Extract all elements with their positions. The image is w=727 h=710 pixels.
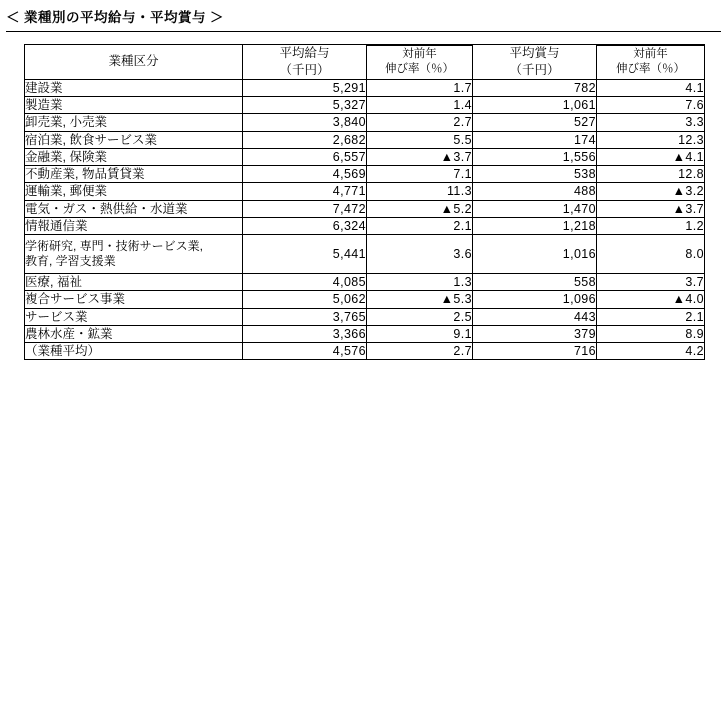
cell-avg-salary: 3,366 [243,325,367,342]
cell-salary-growth: ▲3.7 [367,148,473,165]
title-bracket-open: ＜ [6,10,20,25]
cell-category: 製造業 [25,97,243,114]
header-category: 業種区分 [25,45,243,80]
cell-avg-salary: 3,840 [243,114,367,131]
table-row [25,235,705,274]
cell-bonus-growth: ▲4.0 [597,291,705,308]
table-row [25,274,705,291]
cell-category: 電気・ガス・熱供給・水道業 [25,200,243,217]
cell-avg-bonus: 1,556 [473,148,597,165]
table-row [25,343,705,360]
cell-category: サービス業 [25,308,243,325]
table-row [25,114,705,131]
cell-salary-growth: 1.3 [367,274,473,291]
table-row [25,97,705,114]
table-row [25,325,705,342]
cell-bonus-growth: 7.6 [597,97,705,114]
title-bracket-close: ＞ [210,10,224,25]
table-row [25,79,705,96]
header-salary-growth: 対前年 伸び率（％） [367,46,473,80]
table-row [25,131,705,148]
table-row [25,166,705,183]
cell-avg-bonus: 174 [473,131,597,148]
cell-avg-salary: 6,324 [243,217,367,234]
cell-salary-growth: 9.1 [367,325,473,342]
cell-avg-bonus: 488 [473,183,597,200]
cell-avg-salary: 4,085 [243,274,367,291]
cell-bonus-growth: ▲3.7 [597,200,705,217]
cell-avg-salary: 3,765 [243,308,367,325]
table-row [25,308,705,325]
cell-avg-bonus: 443 [473,308,597,325]
title-divider [6,31,721,32]
cell-bonus-growth: 8.0 [597,235,705,274]
salary-bonus-table [24,44,705,360]
cell-salary-growth: 2.5 [367,308,473,325]
cell-category: 卸売業, 小売業 [25,114,243,131]
table-row [25,291,705,308]
cell-salary-growth: 1.7 [367,79,473,96]
cell-avg-salary: 5,441 [243,235,367,274]
cell-salary-growth: 5.5 [367,131,473,148]
header-avg-salary: 平均給与 （千円） [243,45,367,80]
cell-bonus-growth: 2.1 [597,308,705,325]
cell-category: 医療, 福祉 [25,274,243,291]
cell-avg-salary: 7,472 [243,200,367,217]
cell-bonus-growth: 4.2 [597,343,705,360]
cell-bonus-growth: 3.7 [597,274,705,291]
cell-bonus-growth: ▲4.1 [597,148,705,165]
cell-category: 情報通信業 [25,217,243,234]
cell-avg-bonus: 538 [473,166,597,183]
cell-avg-salary: 2,682 [243,131,367,148]
cell-bonus-growth: 12.3 [597,131,705,148]
cell-avg-bonus: 1,218 [473,217,597,234]
cell-bonus-growth: 4.1 [597,79,705,96]
table-row [25,200,705,217]
cell-category: 学術研究, 専門・技術サービス業, 教育, 学習支援業 [25,235,243,274]
cell-salary-growth: 2.7 [367,114,473,131]
cell-avg-bonus: 716 [473,343,597,360]
cell-avg-bonus: 782 [473,79,597,96]
cell-avg-salary: 4,576 [243,343,367,360]
cell-salary-growth: ▲5.2 [367,200,473,217]
cell-salary-growth: 2.1 [367,217,473,234]
cell-avg-bonus: 1,016 [473,235,597,274]
cell-bonus-growth: 8.9 [597,325,705,342]
cell-avg-bonus: 1,470 [473,200,597,217]
cell-avg-salary: 5,062 [243,291,367,308]
cell-avg-bonus: 1,096 [473,291,597,308]
cell-avg-bonus: 527 [473,114,597,131]
cell-category: 建設業 [25,79,243,96]
cell-avg-salary: 4,771 [243,183,367,200]
cell-salary-growth: 11.3 [367,183,473,200]
cell-avg-salary: 5,291 [243,79,367,96]
cell-bonus-growth: 1.2 [597,217,705,234]
cell-salary-growth: ▲5.3 [367,291,473,308]
cell-bonus-growth: ▲3.2 [597,183,705,200]
cell-avg-salary: 4,569 [243,166,367,183]
table-row [25,183,705,200]
cell-salary-growth: 1.4 [367,97,473,114]
cell-category: 不動産業, 物品賃貸業 [25,166,243,183]
table-body [25,79,705,360]
table-row [25,148,705,165]
cell-category: 運輸業, 郵便業 [25,183,243,200]
title-text: 業種別の平均給与・平均賞与 [24,10,206,25]
header-avg-bonus: 平均賞与 （千円） [473,45,597,80]
cell-bonus-growth: 3.3 [597,114,705,131]
cell-avg-bonus: 558 [473,274,597,291]
table-row [25,217,705,234]
cell-salary-growth: 7.1 [367,166,473,183]
cell-salary-growth: 3.6 [367,235,473,274]
cell-category: （業種平均） [25,343,243,360]
cell-category: 金融業, 保険業 [25,148,243,165]
cell-avg-salary: 5,327 [243,97,367,114]
cell-salary-growth: 2.7 [367,343,473,360]
cell-category: 複合サービス事業 [25,291,243,308]
cell-avg-bonus: 379 [473,325,597,342]
page-title [0,0,727,29]
cell-category: 宿泊業, 飲食サービス業 [25,131,243,148]
cell-avg-bonus: 1,061 [473,97,597,114]
cell-category: 農林水産・鉱業 [25,325,243,342]
cell-bonus-growth: 12.8 [597,166,705,183]
cell-avg-salary: 6,557 [243,148,367,165]
header-bonus-growth: 対前年 伸び率（％） [597,46,705,80]
